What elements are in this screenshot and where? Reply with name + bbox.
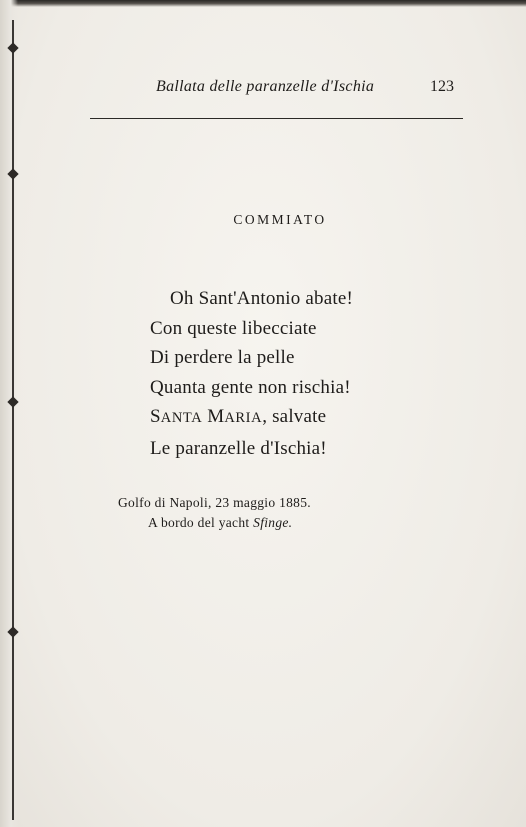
binding-stitch — [7, 626, 18, 637]
binding-thread — [12, 20, 14, 820]
page-top-edge — [0, 0, 526, 7]
poem-line-2: Con queste libecciate — [150, 317, 317, 339]
binding-stitch — [7, 168, 18, 179]
small-caps-initial: S — [150, 406, 161, 427]
poem-line-4: Quanta gente non rischia! — [150, 376, 351, 398]
aboard-prefix: A bordo del yacht — [148, 515, 254, 530]
small-caps-text: ANTA — [160, 410, 203, 426]
dateline — [118, 493, 418, 533]
section-heading: COMMIATO — [233, 212, 327, 227]
running-title: Ballata delle paranzelle d'Ischia — [156, 78, 375, 95]
running-head — [90, 78, 462, 102]
yacht-name: Sfinge. — [253, 515, 293, 530]
binding-stitch — [7, 396, 18, 407]
poem-line-1: Oh Sant'Antonio abate! — [170, 288, 354, 309]
poem-line-6: Le paranzelle d'Ischia! — [150, 437, 327, 459]
place-date: Golfo di Napoli, 23 maggio 1885. — [118, 495, 311, 510]
small-caps-text: ARIA — [224, 410, 263, 426]
poem-line-5 — [150, 402, 480, 434]
binding-edge — [0, 0, 18, 827]
aboard-line — [118, 513, 418, 533]
header-rule — [90, 118, 463, 119]
binding-stitch — [7, 42, 18, 53]
poem-stanza — [150, 284, 480, 463]
poem-line-5-rest: , salvate — [262, 406, 327, 427]
poem-line-3: Di perdere la pelle — [150, 347, 295, 368]
small-caps-initial: M — [202, 406, 225, 427]
page-number: 123 — [430, 78, 454, 95]
